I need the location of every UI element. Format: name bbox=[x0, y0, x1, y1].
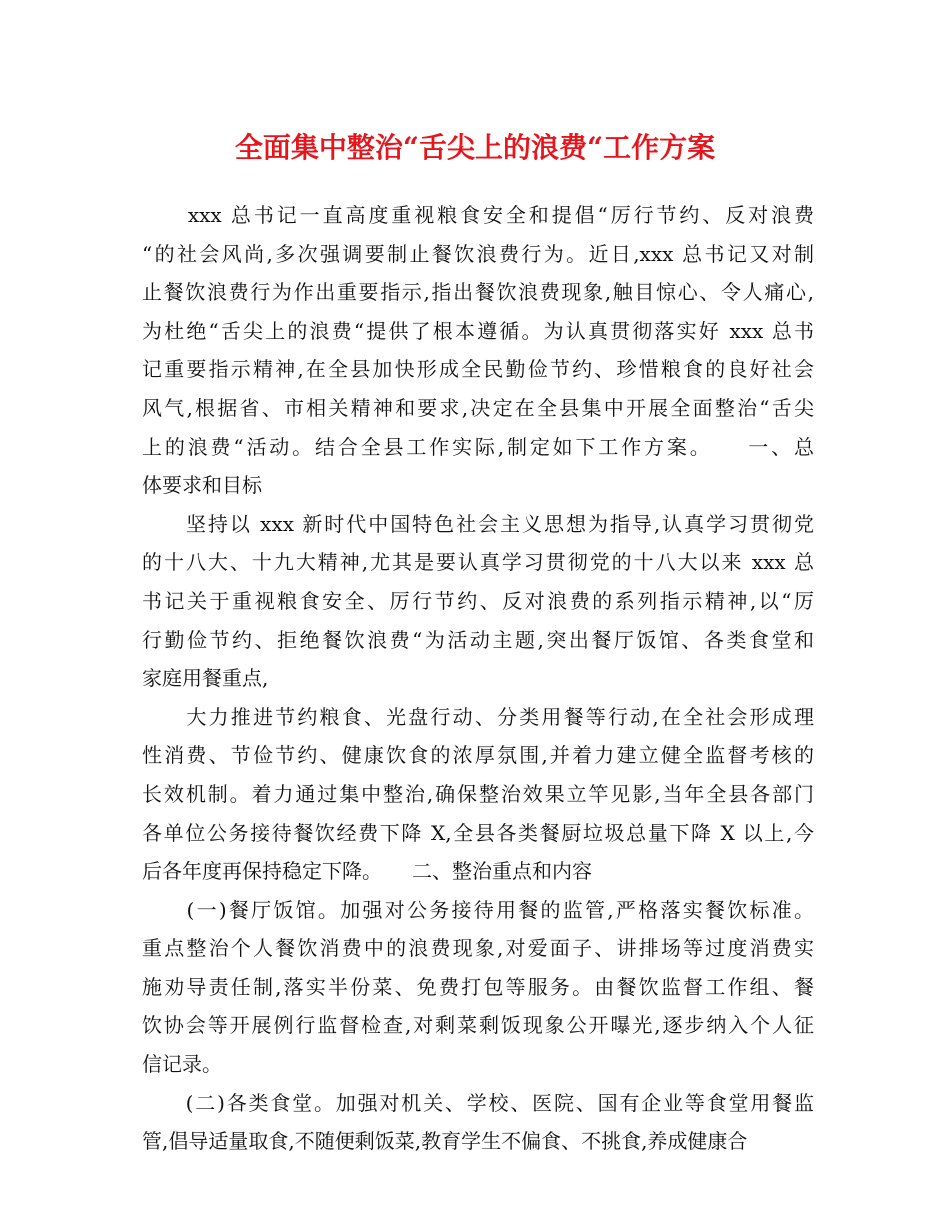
text-line: 信记录。 bbox=[142, 1052, 222, 1077]
text-line: 上的浪费“活动。结合全县工作实际,制定如下工作方案。 一、总 bbox=[142, 434, 814, 459]
text-line: “的社会风尚,多次强调要制止餐饮浪费行为。近日,xxx 总书记又对制 bbox=[142, 241, 814, 266]
text-line: 坚持以 xxx 新时代中国特色社会主义思想为指导,认真学习贯彻党 bbox=[142, 511, 814, 536]
text-line: 为杜绝“舌尖上的浪费“提供了根本遵循。为认真贯彻落实好 xxx 总书 bbox=[142, 318, 814, 343]
text-line: xxx 总书记一直高度重视粮食安全和提倡“厉行节约、反对浪费 bbox=[142, 203, 814, 227]
text-line: 体要求和目标 bbox=[142, 473, 262, 498]
paragraph bbox=[142, 505, 814, 698]
text-line: 行勤俭节约、拒绝餐饮浪费“为活动主题,突出餐厅饭馆、各类食堂和 bbox=[142, 627, 814, 652]
text-line: (二)各类食堂。加强对机关、学校、医院、国有企业等食堂用餐监 bbox=[142, 1090, 814, 1115]
document-title: 全面集中整治“舌尖上的浪费“工作方案 bbox=[234, 131, 716, 164]
paragraph bbox=[142, 891, 814, 1084]
text-line: 止餐饮浪费行为作出重要指示,指出餐饮浪费现象,触目惊心、令人痛心, bbox=[142, 280, 814, 305]
text-line: 性消费、节俭节约、健康饮食的浓厚氛围,并着力建立健全监督考核的 bbox=[142, 743, 814, 768]
paragraph bbox=[142, 698, 814, 891]
text-line: 饮协会等开展例行监督检查,对剩菜剩饭现象公开曝光,逐步纳入个人征 bbox=[142, 1013, 814, 1038]
text-line: 的十八大、十九大精神,尤其是要认真学习贯彻党的十八大以来 xxx 总 bbox=[142, 550, 814, 575]
paragraph bbox=[142, 196, 814, 505]
text-line: 记重要指示精神,在全县加快形成全民勤俭节约、珍惜粮食的良好社会 bbox=[142, 357, 814, 382]
text-line: 施劝导责任制,落实半份菜、免费打包等服务。由餐饮监督工作组、餐 bbox=[142, 974, 814, 999]
text-line: (一)餐厅饭馆。加强对公务接待用餐的监管,严格落实餐饮标准。 bbox=[142, 897, 814, 922]
text-line: 风气,根据省、市相关精神和要求,决定在全县集中开展全面整治“舌尖 bbox=[142, 395, 814, 420]
text-line: 书记关于重视粮食安全、厉行节约、反对浪费的系列指示精神,以“厉 bbox=[142, 588, 814, 613]
document-body bbox=[142, 196, 814, 1161]
text-line: 后各年度再保持稳定下降。 二、整治重点和内容 bbox=[142, 859, 592, 884]
text-line: 大力推进节约粮食、光盘行动、分类用餐等行动,在全社会形成理 bbox=[142, 704, 814, 729]
text-line: 长效机制。着力通过集中整治,确保整治效果立竿见影,当年全县各部门 bbox=[142, 781, 814, 806]
text-line: 家庭用餐重点, bbox=[142, 666, 269, 691]
text-line: 重点整治个人餐饮消费中的浪费现象,对爱面子、讲排场等过度消费实 bbox=[142, 936, 814, 961]
text-line: 管,倡导适量取食,不随便剩饭菜,教育学生不偏食、不挑食,养成健康合 bbox=[142, 1129, 748, 1154]
paragraph bbox=[142, 1084, 814, 1161]
text-line: 各单位公务接待餐饮经费下降 X,全县各类餐厨垃圾总量下降 X 以上,今 bbox=[142, 820, 814, 845]
